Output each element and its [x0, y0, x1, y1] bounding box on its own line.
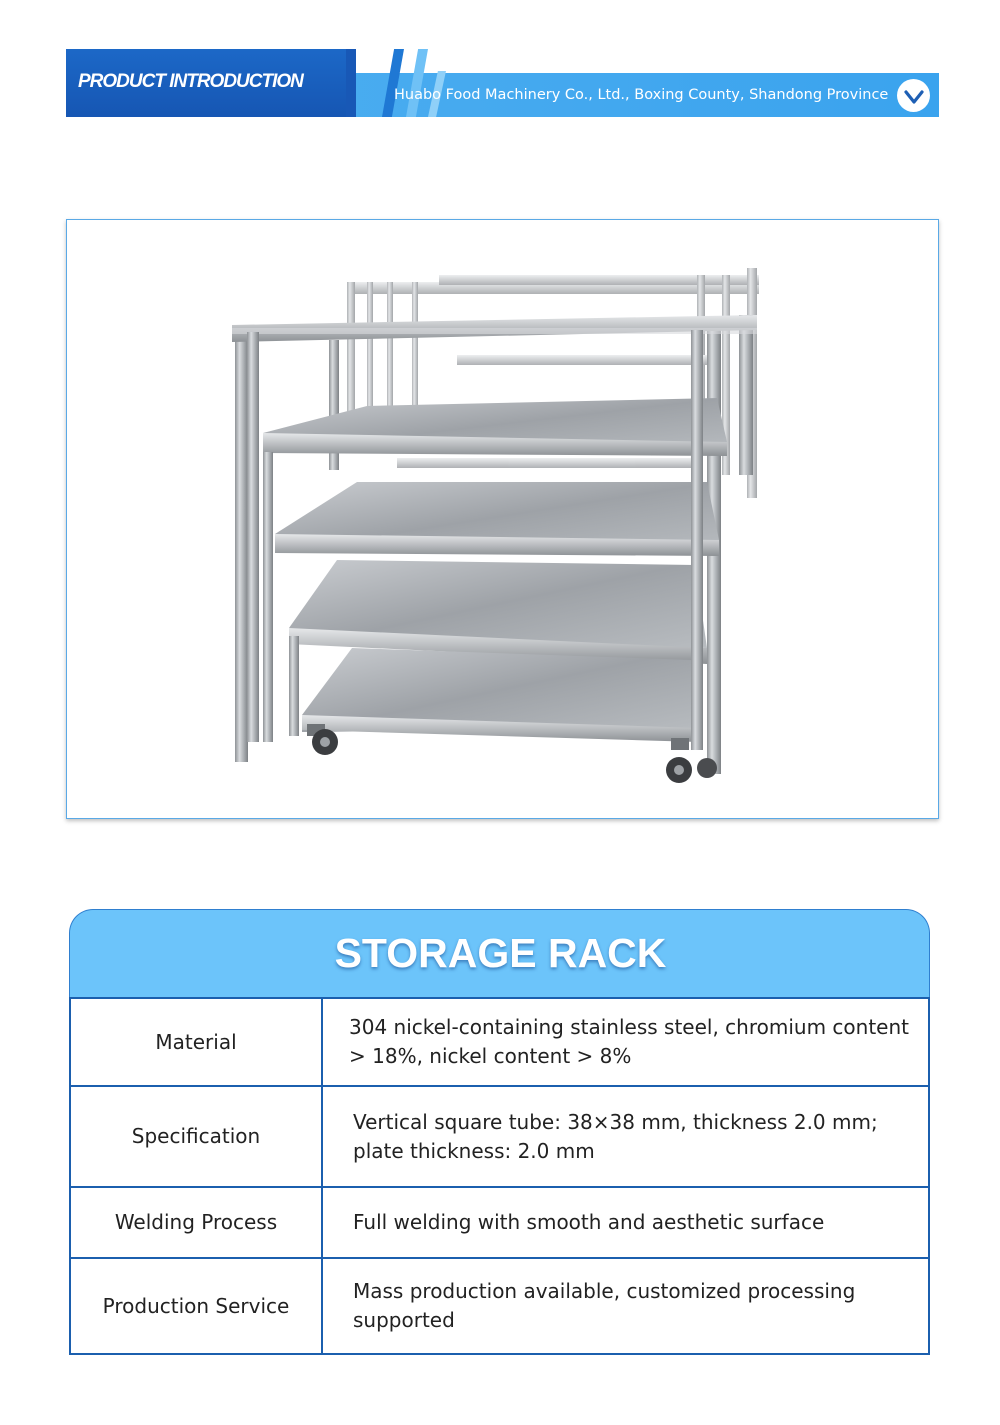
spec-value: Vertical square tube: 38×38 mm, thickness 2.0 mm; plate thickness: 2.0 mm — [322, 1086, 929, 1187]
product-photo-frame — [66, 219, 939, 819]
product-title: STORAGE RACK — [334, 930, 667, 976]
header-banner — [66, 49, 939, 117]
spec-label: Welding Process — [70, 1187, 322, 1258]
spec-table — [69, 997, 930, 1355]
table-row — [70, 998, 929, 1086]
table-row — [70, 1187, 929, 1258]
table-row — [70, 1086, 929, 1187]
spec-value: 304 nickel-containing stainless steel, chromium content > 18%, nickel content > 8% — [322, 998, 929, 1086]
spec-label: Production Service — [70, 1258, 322, 1354]
spec-card — [69, 909, 930, 1354]
chevron-down-icon[interactable] — [897, 79, 930, 112]
banner-title: PRODUCT INTRODUCTION — [78, 71, 303, 92]
spec-label: Material — [70, 998, 322, 1086]
spec-value: Mass production available, customized processing supported — [322, 1258, 929, 1354]
stainless-steel-rack-photo — [67, 220, 938, 818]
spec-label: Specification — [70, 1086, 322, 1187]
spec-value: Full welding with smooth and aesthetic surface — [322, 1187, 929, 1258]
company-name: Huabo Food Machinery Co., Ltd., Boxing County, Shandong Province — [394, 87, 889, 103]
spec-card-header — [69, 909, 930, 999]
table-row — [70, 1258, 929, 1354]
